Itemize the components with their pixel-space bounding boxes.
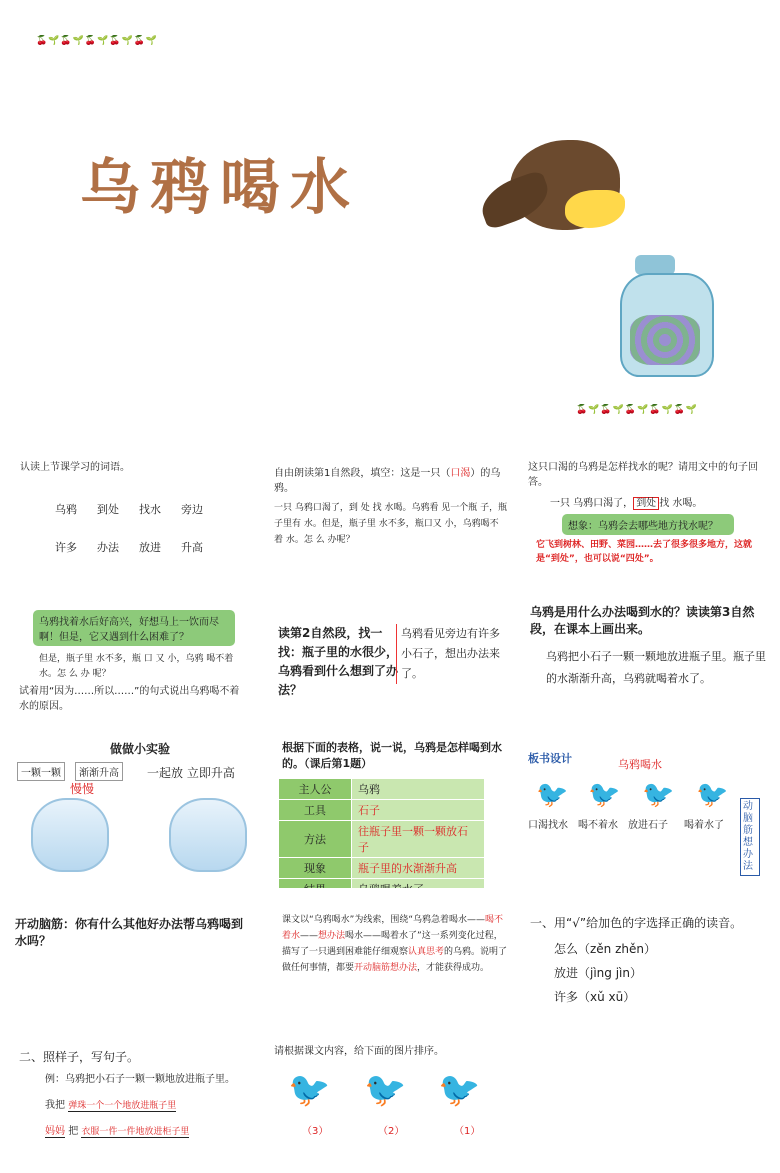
crow-step-1: 🐦 [536, 780, 569, 810]
right-words: 渐渐升高 [75, 762, 123, 781]
crow-step-4: 🐦 [696, 780, 729, 810]
right-label: 一起放 立即升高 [147, 766, 235, 780]
pinyin-item: 怎么（zěn zhěn） [554, 942, 656, 956]
book-excerpt: 乌鸦看见旁边有许多小石子，想出办法来了。 [396, 624, 501, 684]
word: 办法 [97, 541, 119, 554]
word: 乌鸦 [55, 503, 77, 516]
paragraph-text: 乌鸦把小石子一颗一颗地放进瓶子里。瓶子里的水渐渐升高，乌鸦就喝着水了。 [546, 650, 766, 685]
answer: 口渴 [450, 468, 471, 479]
crow-illustration [480, 130, 640, 240]
slide-order [268, 1034, 514, 1168]
side-note: 动脑筋想办法 [740, 798, 760, 876]
slide-paragraph1 [268, 446, 514, 596]
answer-line-2: 妈妈 把 衣服一件一件地放进柜子里 [45, 1126, 190, 1137]
table-row: 现象 瓶子里的水渐渐升高 [279, 858, 485, 879]
title-slide [0, 0, 780, 430]
paragraph-text: 但是，瓶子里 水不多，瓶 口 又 小，乌鸦 喝不着 水。怎 么 办 呢？ [39, 654, 234, 679]
picture-3: 🐦 [438, 1070, 481, 1110]
word: 找水 [139, 503, 161, 516]
answer-text: 它飞到树林、田野、菜园……去了很多很多地方，这就是“到处”，也可以说“四处”。 [536, 540, 753, 564]
word-grid [55, 498, 245, 555]
sentence: 一只 乌鸦口渴了， 到处 找 水喝。 [550, 498, 703, 509]
slide-experiment [5, 736, 251, 886]
picture-1: 🐦 [288, 1070, 331, 1110]
slide-question: 乌鸦是用什么办法喝到水的？读读第3自然段，在课本上画出来。 [530, 605, 755, 636]
slide-heading: 请根据课文内容，给下面的图片排序。 [274, 1046, 444, 1057]
slide-board [526, 736, 776, 886]
crow-step-3: 🐦 [642, 780, 675, 810]
fill-question: 自由朗读第1自然段，填空：这是一只（口渴）的乌鸦。 [274, 468, 501, 494]
decor-bottom: 🍒🌱🍒🌱🍒🌱🍒🌱🍒🌱 [576, 405, 699, 415]
example: 例：乌鸦把小石子一颗一颗地放进瓶子里。 [45, 1074, 235, 1085]
step-labels [528, 816, 738, 831]
slide-table [268, 736, 514, 886]
slide-difficulty [5, 600, 251, 750]
table-row: 方法 往瓶子里一颗一颗放石子 [279, 821, 485, 858]
right-bottle [169, 798, 247, 872]
paragraph-text: 一只 乌鸦口渴了，到 处 找 水喝。乌鸦看 见一个瓶 子，瓶 子里有 水。但是，瓶子里 水不多，瓶口又 小，乌鸦喝不 着 水。怎 么 办呢？ [274, 503, 508, 545]
summary-text: 课文以“乌鸦喝水”为线索，围绕“乌鸦急着喝水——喝不着水——想办法喝水——喝着水了”这一系列变化过程，描写了一只遇到困难能仔细观察认真思考的乌鸦。说明了做任何事情，都要开动脑筋想办法，才能获得成功。 [282, 915, 508, 973]
slide-question: 根据下面的表格，说一说，乌鸦是怎样喝到水的。（课后第1题） [282, 741, 502, 770]
slide-search [526, 446, 776, 596]
answer-line-1: 我把 弹珠一个一个地放进瓶子里 [45, 1100, 177, 1111]
table-row: 主人公 乌鸦 [279, 779, 485, 800]
word: 许多 [55, 541, 77, 554]
info-table [278, 778, 485, 900]
question-box: 乌鸦找着水后好高兴，好想马上一饮而尽啊！但是，它又遇到什么困难了？ [33, 610, 235, 646]
prompt: 试着用“因为……所以……”的句式说出乌鸦喝不着水的原因。 [19, 686, 240, 712]
slide-vocab [5, 446, 251, 596]
left-bottle [31, 798, 109, 872]
left-label: 慢慢 [70, 782, 95, 796]
board-label: 板书设计 [528, 752, 572, 765]
step-label: 喝不着水 [578, 820, 618, 831]
table-row: 工具 石子 [279, 800, 485, 821]
slide-heading: 认读上节课学习的词语。 [20, 462, 130, 473]
board-title: 乌鸦喝水 [618, 758, 662, 771]
slide-method [526, 600, 776, 750]
imagine-box: 想象：乌鸦会去哪些地方找水呢？ [562, 514, 734, 535]
page-title: 乌鸦喝水 [80, 153, 360, 223]
slide-paragraph2 [268, 600, 514, 750]
word: 升高 [181, 541, 203, 554]
decor-top: 🍒🌱🍒🌱🍒🌱🍒🌱🍒🌱 [36, 36, 159, 46]
word: 旁边 [181, 503, 203, 516]
slide-title: 做做小实验 [110, 742, 171, 756]
slide-pinyin [526, 888, 776, 1038]
step-label: 放进石子 [628, 820, 668, 831]
order-number: （3） [302, 1126, 329, 1137]
highlight-word: 到处 [633, 497, 659, 510]
pinyin-item: 放进（jìng jìn） [554, 966, 642, 980]
order-number: （1） [454, 1126, 481, 1137]
slide-question: 这只口渴的乌鸦是怎样找水的呢？请用文中的句子回答。 [528, 462, 758, 488]
order-number: （2） [378, 1126, 405, 1137]
slide-summary [268, 888, 514, 1038]
picture-2: 🐦 [364, 1070, 407, 1110]
step-label: 口渴找水 [528, 820, 568, 831]
step-label: 喝着水了 [684, 820, 724, 831]
word: 到处 [97, 503, 119, 516]
word: 放进 [139, 541, 161, 554]
slide-heading: 一、用“√”给加色的字选择正确的读音。 [530, 916, 743, 930]
slide-heading: 二、照样子，写句子。 [19, 1050, 140, 1064]
pinyin-item: 许多（xǔ xū） [554, 990, 636, 1004]
task-text: 读第2自然段，找一找：瓶子里的水很少，乌鸦看到什么想到了办法？ [278, 626, 399, 697]
task-text: 开动脑筋：你有什么其他好办法帮乌鸦喝到水吗？ [15, 917, 244, 948]
jar-illustration [620, 255, 720, 375]
crow-step-2: 🐦 [588, 780, 621, 810]
slide-sentence [5, 1034, 251, 1168]
left-words: 一颗一颗 [17, 762, 65, 781]
slide-think [5, 888, 251, 1038]
